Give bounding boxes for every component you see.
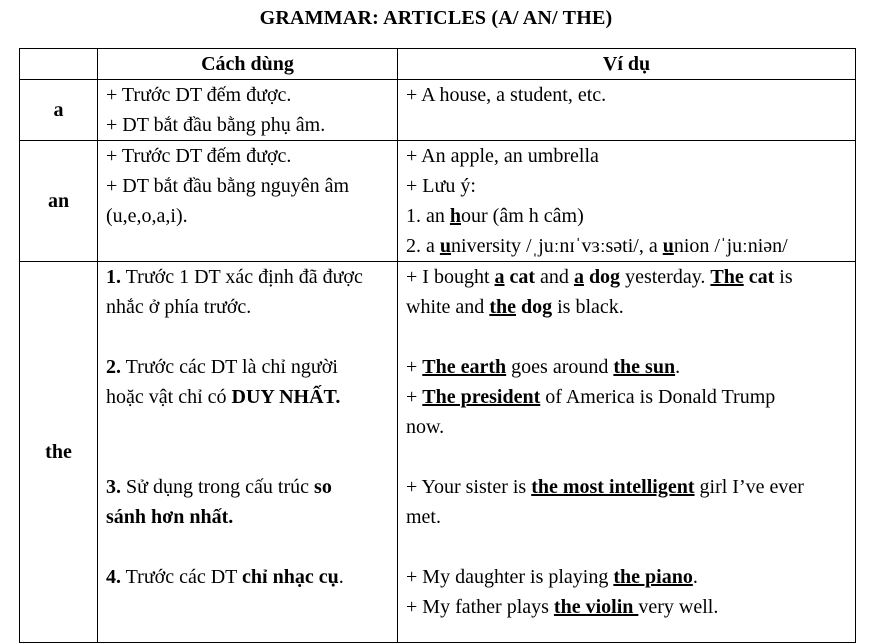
table-row-the xyxy=(20,262,856,643)
text: . xyxy=(675,356,681,378)
text: + I bought xyxy=(406,266,495,288)
text: very well. xyxy=(638,596,719,618)
usage-line xyxy=(106,472,389,502)
articles-table xyxy=(19,48,856,643)
example-line xyxy=(406,352,847,382)
table-row-a xyxy=(20,80,856,141)
usage-line xyxy=(106,262,389,292)
emphasis: chỉ nhạc cụ xyxy=(242,566,339,588)
text: nion /ˈjuːniən/ xyxy=(673,235,788,257)
usage-line: + Trước DT đếm được. xyxy=(106,84,292,106)
row-label: the xyxy=(20,262,98,643)
emphasis-letter: h xyxy=(449,205,462,227)
usage-cell xyxy=(98,262,398,643)
text: Sử dụng trong cấu trúc xyxy=(121,476,315,498)
example-line xyxy=(406,201,847,231)
text: goes around xyxy=(506,356,614,378)
example-line: + A house, a student, etc. xyxy=(406,84,607,106)
usage-line xyxy=(106,382,389,412)
header-row xyxy=(20,49,856,80)
example-line xyxy=(406,592,847,622)
noun-emphasis: cat xyxy=(504,266,536,288)
phrase-emphasis: the violin xyxy=(553,596,639,618)
text: + xyxy=(406,356,423,378)
page-title: GRAMMAR: ARTICLES (A/ AN/ THE) xyxy=(259,7,613,29)
text: Trước các DT xyxy=(121,566,243,588)
text: + xyxy=(406,386,423,408)
header-usage: Cách dùng xyxy=(98,49,398,80)
text: + Your sister is xyxy=(406,476,532,498)
text: our (âm h câm) xyxy=(461,205,584,227)
header-empty xyxy=(20,49,98,80)
table-row-an xyxy=(20,141,856,262)
example-cell xyxy=(398,262,856,643)
usage-cell xyxy=(98,80,398,141)
example-line: + Lưu ý: xyxy=(406,175,476,197)
item-number: 1. xyxy=(106,266,121,288)
text: . xyxy=(338,566,344,588)
usage-line xyxy=(106,352,389,382)
noun-emphasis: cat xyxy=(743,266,775,288)
example-line: now. xyxy=(406,416,445,438)
text: girl I’ve ever xyxy=(694,476,804,498)
emphasis: DUY NHẤT. xyxy=(231,386,341,408)
article-emphasis: a xyxy=(494,266,505,288)
spacer xyxy=(406,532,847,562)
article-emphasis: The xyxy=(710,266,744,288)
emphasis-letter: u xyxy=(662,235,674,257)
phrase-emphasis: the piano xyxy=(613,566,693,588)
text: niversity /ˌjuːnɪˈvɜːsəti/, a xyxy=(451,235,663,257)
usage-line xyxy=(106,502,389,532)
emphasis-letter: u xyxy=(439,235,452,257)
spacer xyxy=(106,532,389,562)
example-line xyxy=(406,382,847,412)
article-emphasis: a xyxy=(573,266,584,288)
text: 2. a xyxy=(406,235,440,257)
item-number: 2. xyxy=(106,356,121,378)
example-line: met. xyxy=(406,506,441,528)
text: . xyxy=(692,566,698,588)
example-cell xyxy=(398,80,856,141)
item-number: 4. xyxy=(106,566,121,588)
text: + My father plays xyxy=(406,596,554,618)
phrase-emphasis: the sun xyxy=(613,356,676,378)
usage-line: + DT bắt đầu bằng nguyên âm xyxy=(106,175,350,197)
row-label: a xyxy=(20,80,98,141)
example-line xyxy=(406,231,847,261)
usage-line: + DT bắt đầu bằng phụ âm. xyxy=(106,114,326,136)
usage-line: nhắc ở phía trước. xyxy=(106,296,252,318)
example-line xyxy=(406,292,847,322)
usage-line: (u,e,o,a,i). xyxy=(106,205,188,227)
example-line xyxy=(406,562,847,592)
text: white and xyxy=(406,296,490,318)
example-line xyxy=(406,472,847,502)
row-label: an xyxy=(20,141,98,262)
usage-cell xyxy=(98,141,398,262)
text: of America is Donald Trump xyxy=(540,386,776,408)
text: is black. xyxy=(552,296,624,318)
phrase-emphasis: The earth xyxy=(422,356,507,378)
phrase-emphasis: the most intelligent xyxy=(531,476,695,498)
text: hoặc vật chỉ có xyxy=(106,386,232,408)
item-number: 3. xyxy=(106,476,121,498)
example-line: + An apple, an umbrella xyxy=(406,145,599,167)
usage-line xyxy=(106,562,389,592)
noun-emphasis: dog xyxy=(515,296,553,318)
spacer xyxy=(406,442,847,472)
header-example: Ví dụ xyxy=(398,49,856,80)
example-line xyxy=(406,262,847,292)
emphasis: so xyxy=(314,476,332,498)
spacer xyxy=(106,322,389,352)
text: and xyxy=(535,266,574,288)
text: + My daughter is playing xyxy=(406,566,614,588)
text: Trước các DT là chỉ người xyxy=(121,356,338,378)
emphasis: sánh hơn nhất. xyxy=(106,506,234,528)
text: is xyxy=(774,266,793,288)
text: Trước 1 DT xác định đã được xyxy=(121,266,363,288)
example-cell xyxy=(398,141,856,262)
article-emphasis: the xyxy=(489,296,516,318)
phrase-emphasis: The president xyxy=(422,386,541,408)
usage-line: + Trước DT đếm được. xyxy=(106,145,292,167)
spacer xyxy=(106,412,389,472)
noun-emphasis: dog xyxy=(583,266,621,288)
text: 1. an xyxy=(406,205,450,227)
text: yesterday. xyxy=(620,266,711,288)
spacer xyxy=(406,322,847,352)
